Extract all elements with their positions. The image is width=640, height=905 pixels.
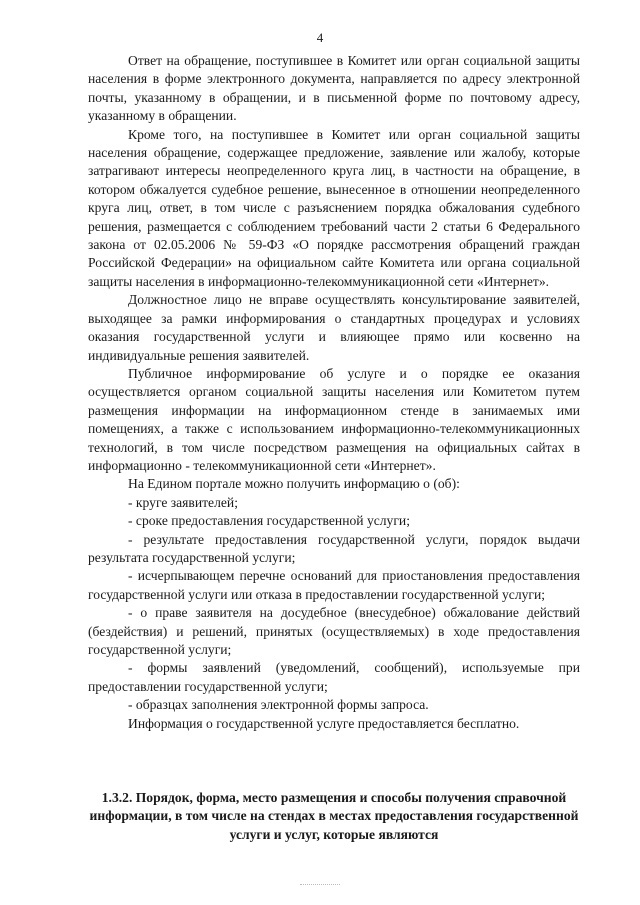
paragraph-electronic-reply: Ответ на обращение, поступившее в Комитет или орган социальной защиты населения в форме электронного документа, направляется по адресу электронной почты, указанному в обращении, и в письменной форме по почтовому адресу, указанному в обращении. [88,53,580,124]
list-item: - результате предоставления государственной услуги, порядок выдачи результата государственной услуги; [88,531,580,565]
list-item: - формы заявлений (уведомлений, сообщений), используемые при предоставлении государственной услуги; [88,660,580,694]
scan-mark [300,884,340,886]
paragraph-public-reply: Кроме того, на поступившее в Комитет или орган социальной защиты населения обращение, содержащее предложение, заявление или жалобу, которые затрагивают интересы неопределенного круга лиц, в частности на обращение, в котором обжалуется судебное решение, вынесенное в отношении неопределенного круга лиц, ответ, в том числе с разъяснением порядка обжалования судебного решения, размещается с соблюдением требований части 2 статьи 6 Федерального закона от 02.05.2006 № 59-ФЗ «О порядке рассмотрения обращений граждан Российской Федерации» на официальном сайте Комитета или органа социальной защиты населения в информационно-телекоммуникационной сети «Интернет». [88,126,580,289]
list-item: - круге заявителей; [128,494,238,510]
portal-info-list [88,494,580,715]
list-item: - образцах заполнения электронной формы запроса. [128,697,429,713]
paragraph-free-info: Информация о государственной услуге предоставляется бесплатно. [128,715,520,731]
list-item: - о праве заявителя на досудебное (внесудебное) обжалование действий (бездействия) и решений, принятых (осуществляемых) в ходе предоставления государственной услуги; [88,605,580,657]
paragraph-portal-intro: На Едином портале можно получить информацию о (об): [128,476,460,492]
page-number: 4 [316,30,324,45]
document-body [88,52,580,733]
paragraph-consulting-limits: Должностное лицо не вправе осуществлять консультирование заявителей, выходящее за рамки информирования о стандартных процедурах и условиях оказания государственной услуги и влияющее прямо или косвенно на индивидуальные решения заявителей. [88,292,580,363]
paragraph-public-informing: Публичное информирование об услуге и о порядке ее оказания осуществляется органом социальной защиты населения или Комитетом путем размещения информации на информационном стенде в занимаемых ими помещениях, а также с использованием информационно-телекоммуникационных технологий, в том числе посредством размещения на официальных сайтах в информационно - телекоммуникационной сети «Интернет». [88,365,580,473]
list-item: - исчерпывающем перечне оснований для приостановления предоставления государственной услуги или отказа в предоставлении государственной услуги; [88,568,580,602]
section-heading: 1.3.2. Порядок, форма, место размещения и способы получения справочной информации, в том числе на стендах в местах предоставления государственной услуги и услуг, которые являются [89,790,579,842]
list-item: - сроке предоставления государственной услуги; [128,513,410,529]
